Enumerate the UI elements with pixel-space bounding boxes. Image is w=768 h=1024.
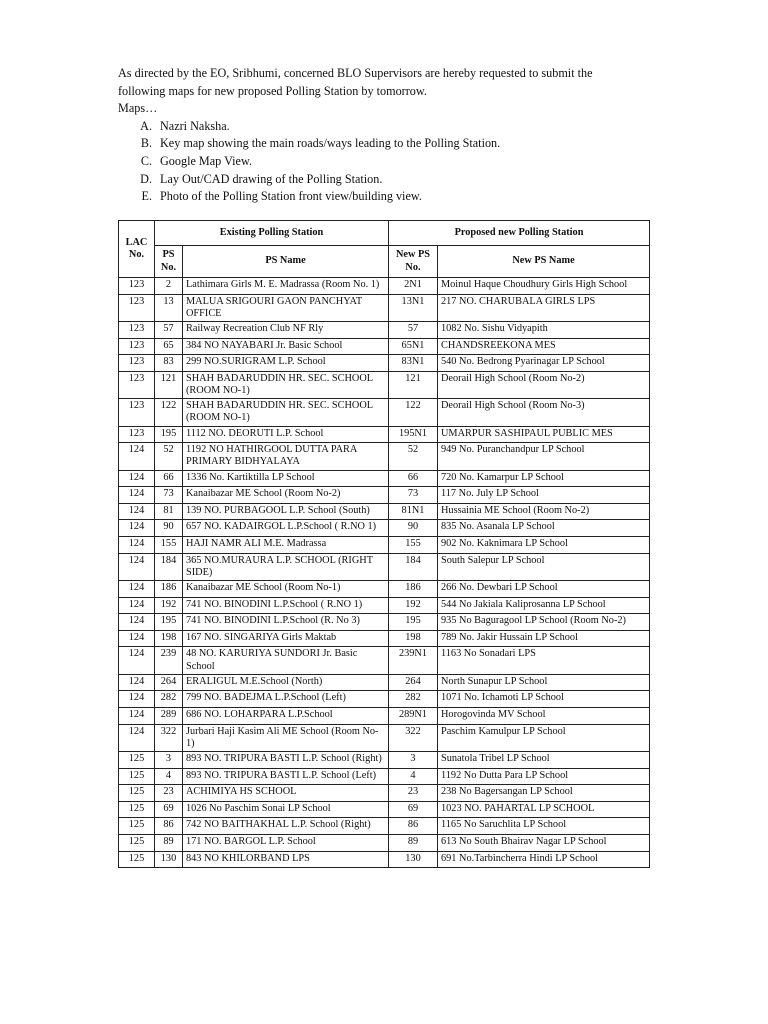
ps-name-cell: 686 NO. LOHARPARA L.P.School <box>183 707 389 724</box>
header-lac-no: LAC No. <box>119 221 155 278</box>
table-row <box>119 536 650 553</box>
lac-no-cell: 124 <box>119 597 155 614</box>
table-row <box>119 751 650 768</box>
list-marker: B. <box>140 136 152 151</box>
ps-name-cell: 741 NO. BINODINI L.P.School (R. No 3) <box>183 614 389 631</box>
lac-no-cell: 123 <box>119 294 155 321</box>
new-ps-name-cell: 1163 No Sonadari LPS <box>438 647 650 674</box>
ps-no-cell: 66 <box>155 470 183 487</box>
new-ps-no-cell: 3 <box>389 751 438 768</box>
lac-no-cell: 125 <box>119 768 155 785</box>
ps-no-cell: 73 <box>155 487 183 504</box>
ps-no-cell: 3 <box>155 751 183 768</box>
lac-no-cell: 124 <box>119 674 155 691</box>
table-row <box>119 443 650 470</box>
header-proposed-polling-station: Proposed new Polling Station <box>389 221 650 246</box>
list-item <box>118 153 638 171</box>
ps-no-cell: 195 <box>155 426 183 443</box>
header-new-ps-no: New PS No. <box>389 246 438 278</box>
lac-no-cell: 124 <box>119 691 155 708</box>
ps-name-cell: SHAH BADARUDDIN HR. SEC. SCHOOL (ROOM NO-1) <box>183 399 389 426</box>
new-ps-name-cell: 902 No. Kaknimara LP School <box>438 536 650 553</box>
table-row <box>119 520 650 537</box>
ps-no-cell: 130 <box>155 851 183 868</box>
new-ps-name-cell: 789 No. Jakir Hussain LP School <box>438 630 650 647</box>
ps-name-cell: 1192 NO HATHIRGOOL DUTTA PARA PRIMARY BIDHYALAYA <box>183 443 389 470</box>
polling-station-table <box>118 220 650 868</box>
ps-no-cell: 2 <box>155 278 183 295</box>
ps-no-cell: 89 <box>155 834 183 851</box>
table-row <box>119 580 650 597</box>
table-row <box>119 818 650 835</box>
ps-no-cell: 57 <box>155 322 183 339</box>
lac-no-cell: 124 <box>119 536 155 553</box>
table-row <box>119 707 650 724</box>
lac-no-cell: 123 <box>119 355 155 372</box>
lac-no-cell: 123 <box>119 426 155 443</box>
lac-no-cell: 125 <box>119 851 155 868</box>
lac-no-cell: 124 <box>119 647 155 674</box>
new-ps-name-cell: 949 No. Puranchandpur LP School <box>438 443 650 470</box>
ps-no-cell: 282 <box>155 691 183 708</box>
ps-name-cell: MALUA SRIGOURI GAON PANCHYAT OFFICE <box>183 294 389 321</box>
new-ps-no-cell: 130 <box>389 851 438 868</box>
header-row <box>119 221 650 246</box>
maps-heading: Maps… <box>118 101 158 116</box>
lac-no-cell: 123 <box>119 278 155 295</box>
ps-no-cell: 13 <box>155 294 183 321</box>
table-row <box>119 768 650 785</box>
ps-name-cell: 299 NO.SURIGRAM L.P. School <box>183 355 389 372</box>
new-ps-name-cell: Hussainia ME School (Room No-2) <box>438 503 650 520</box>
ps-name-cell: 657 NO. KADAIRGOL L.P.School ( R.NO 1) <box>183 520 389 537</box>
new-ps-no-cell: 155 <box>389 536 438 553</box>
new-ps-name-cell: Horogovinda MV School <box>438 707 650 724</box>
ps-no-cell: 289 <box>155 707 183 724</box>
new-ps-no-cell: 186 <box>389 580 438 597</box>
ps-name-cell: HAJI NAMR ALI M.E. Madrassa <box>183 536 389 553</box>
ps-name-cell: 741 NO. BINODINI L.P.School ( R.NO 1) <box>183 597 389 614</box>
table-row <box>119 691 650 708</box>
table-row <box>119 674 650 691</box>
new-ps-name-cell: South Salepur LP School <box>438 553 650 580</box>
table-row <box>119 597 650 614</box>
table-row <box>119 553 650 580</box>
list-marker: E. <box>141 189 152 204</box>
header-row <box>119 246 650 278</box>
new-ps-name-cell: 1192 No Dutta Para LP School <box>438 768 650 785</box>
new-ps-no-cell: 198 <box>389 630 438 647</box>
ps-name-cell: 742 NO BAITHAKHAL L.P. School (Right) <box>183 818 389 835</box>
table-row <box>119 801 650 818</box>
new-ps-no-cell: 322 <box>389 724 438 751</box>
new-ps-name-cell: 935 No Baguragool LP School (Room No-2) <box>438 614 650 631</box>
new-ps-name-cell: 720 No. Kamarpur LP School <box>438 470 650 487</box>
table-row <box>119 355 650 372</box>
new-ps-no-cell: 13N1 <box>389 294 438 321</box>
new-ps-no-cell: 282 <box>389 691 438 708</box>
table-row <box>119 834 650 851</box>
new-ps-no-cell: 65N1 <box>389 338 438 355</box>
ps-name-cell: Jurbari Haji Kasim Ali ME School (Room No-1) <box>183 724 389 751</box>
ps-no-cell: 155 <box>155 536 183 553</box>
lac-no-cell: 124 <box>119 630 155 647</box>
ps-name-cell: 1112 NO. DEORUTI L.P. School <box>183 426 389 443</box>
new-ps-no-cell: 264 <box>389 674 438 691</box>
header-ps-name: PS Name <box>183 246 389 278</box>
lac-no-cell: 124 <box>119 553 155 580</box>
table-row <box>119 724 650 751</box>
new-ps-no-cell: 83N1 <box>389 355 438 372</box>
list-item <box>118 171 638 189</box>
header-new-ps-name: New PS Name <box>438 246 650 278</box>
new-ps-no-cell: 89 <box>389 834 438 851</box>
new-ps-no-cell: 121 <box>389 371 438 398</box>
lac-no-cell: 125 <box>119 801 155 818</box>
new-ps-no-cell: 90 <box>389 520 438 537</box>
new-ps-name-cell: 1071 No. Ichamoti LP School <box>438 691 650 708</box>
new-ps-no-cell: 23 <box>389 785 438 802</box>
table-header <box>119 221 650 278</box>
new-ps-no-cell: 86 <box>389 818 438 835</box>
new-ps-name-cell: 217 NO. CHARUBALA GIRLS LPS <box>438 294 650 321</box>
ps-no-cell: 264 <box>155 674 183 691</box>
ps-name-cell: Kanaibazar ME School (Room No-1) <box>183 580 389 597</box>
ps-no-cell: 90 <box>155 520 183 537</box>
list-marker: C. <box>140 153 152 168</box>
table-row <box>119 426 650 443</box>
new-ps-no-cell: 57 <box>389 322 438 339</box>
table-row <box>119 487 650 504</box>
new-ps-no-cell: 195 <box>389 614 438 631</box>
new-ps-name-cell: 691 No.Tarbincherra Hindi LP School <box>438 851 650 868</box>
new-ps-no-cell: 81N1 <box>389 503 438 520</box>
ps-no-cell: 23 <box>155 785 183 802</box>
lac-no-cell: 124 <box>119 614 155 631</box>
new-ps-name-cell: CHANDSREEKONA MES <box>438 338 650 355</box>
ps-no-cell: 198 <box>155 630 183 647</box>
new-ps-name-cell: 117 No. July LP School <box>438 487 650 504</box>
new-ps-no-cell: 69 <box>389 801 438 818</box>
list-item-text: Key map showing the main roads/ways leading to the Polling Station. <box>160 136 501 151</box>
list-item-text: Photo of the Polling Station front view/building view. <box>160 189 422 204</box>
ps-name-cell: 1336 No. Kartiktilla LP School <box>183 470 389 487</box>
ps-name-cell: 167 NO. SINGARIYA Girls Maktab <box>183 630 389 647</box>
ps-no-cell: 239 <box>155 647 183 674</box>
table-row <box>119 614 650 631</box>
lac-no-cell: 124 <box>119 580 155 597</box>
table-row <box>119 851 650 868</box>
new-ps-name-cell: UMARPUR SASHIPAUL PUBLIC MES <box>438 426 650 443</box>
ps-no-cell: 184 <box>155 553 183 580</box>
ps-no-cell: 65 <box>155 338 183 355</box>
lac-no-cell: 124 <box>119 707 155 724</box>
table-row <box>119 338 650 355</box>
ps-name-cell: 893 NO. TRIPURA BASTI L.P. School (Right) <box>183 751 389 768</box>
ps-name-cell: 171 NO. BARGOL L.P. School <box>183 834 389 851</box>
ps-no-cell: 195 <box>155 614 183 631</box>
new-ps-no-cell: 239N1 <box>389 647 438 674</box>
table-row <box>119 785 650 802</box>
new-ps-name-cell: North Sunapur LP School <box>438 674 650 691</box>
new-ps-no-cell: 289N1 <box>389 707 438 724</box>
new-ps-name-cell: 266 No. Dewbari LP School <box>438 580 650 597</box>
ps-name-cell: Railway Recreation Club NF Rly <box>183 322 389 339</box>
ps-no-cell: 322 <box>155 724 183 751</box>
lac-no-cell: 125 <box>119 834 155 851</box>
new-ps-name-cell: 835 No. Asanala LP School <box>438 520 650 537</box>
table-row <box>119 470 650 487</box>
new-ps-name-cell: 238 No Bagersangan LP School <box>438 785 650 802</box>
ps-name-cell: 365 NO.MURAURA L.P. SCHOOL (RIGHT SIDE) <box>183 553 389 580</box>
new-ps-name-cell: Paschim Kamulpur LP School <box>438 724 650 751</box>
table-row <box>119 294 650 321</box>
ps-name-cell: Kanaibazar ME School (Room No-2) <box>183 487 389 504</box>
ps-no-cell: 69 <box>155 801 183 818</box>
table-row <box>119 647 650 674</box>
ps-no-cell: 52 <box>155 443 183 470</box>
ps-name-cell: 384 NO NAYABARI Jr. Basic School <box>183 338 389 355</box>
new-ps-no-cell: 52 <box>389 443 438 470</box>
new-ps-name-cell: Deorail High School (Room No-3) <box>438 399 650 426</box>
ps-name-cell: SHAH BADARUDDIN HR. SEC. SCHOOL (ROOM NO-1) <box>183 371 389 398</box>
lac-no-cell: 123 <box>119 338 155 355</box>
list-marker: A. <box>140 118 152 133</box>
ps-name-cell: 843 NO KHILORBAND LPS <box>183 851 389 868</box>
ps-no-cell: 121 <box>155 371 183 398</box>
maps-list <box>118 118 638 206</box>
new-ps-no-cell: 2N1 <box>389 278 438 295</box>
lac-no-cell: 124 <box>119 487 155 504</box>
header-ps-no: PS No. <box>155 246 183 278</box>
list-item-text: Google Map View. <box>160 153 253 168</box>
table-row <box>119 322 650 339</box>
lac-no-cell: 125 <box>119 751 155 768</box>
ps-no-cell: 81 <box>155 503 183 520</box>
lac-no-cell: 123 <box>119 371 155 398</box>
list-item-text: Lay Out/CAD drawing of the Polling Station. <box>160 171 383 186</box>
new-ps-name-cell: Deorail High School (Room No-2) <box>438 371 650 398</box>
ps-name-cell: 893 NO. TRIPURA BASTI L.P. School (Left) <box>183 768 389 785</box>
ps-no-cell: 83 <box>155 355 183 372</box>
list-item-text: Nazri Naksha. <box>160 118 230 133</box>
new-ps-name-cell: 544 No Jakiala Kaliprosanna LP School <box>438 597 650 614</box>
lac-no-cell: 124 <box>119 503 155 520</box>
instruction-block <box>118 65 638 206</box>
new-ps-no-cell: 122 <box>389 399 438 426</box>
lac-no-cell: 124 <box>119 520 155 537</box>
ps-name-cell: 48 NO. KARURIYA SUNDORI Jr. Basic School <box>183 647 389 674</box>
table-row <box>119 630 650 647</box>
table-row <box>119 503 650 520</box>
lac-no-cell: 124 <box>119 443 155 470</box>
ps-name-cell: 139 NO. PURBAGOOL L.P. School (South) <box>183 503 389 520</box>
new-ps-name-cell: 1082 No. Sishu Vidyapith <box>438 322 650 339</box>
new-ps-no-cell: 195N1 <box>389 426 438 443</box>
new-ps-no-cell: 66 <box>389 470 438 487</box>
new-ps-no-cell: 192 <box>389 597 438 614</box>
list-item <box>118 188 638 206</box>
lac-no-cell: 123 <box>119 399 155 426</box>
table-body <box>119 278 650 868</box>
ps-name-cell: Lathimara Girls M. E. Madrassa (Room No. 1) <box>183 278 389 295</box>
lac-no-cell: 125 <box>119 785 155 802</box>
ps-name-cell: 799 NO. BADEJMA L.P.School (Left) <box>183 691 389 708</box>
list-item <box>118 135 638 153</box>
ps-no-cell: 192 <box>155 597 183 614</box>
lac-no-cell: 123 <box>119 322 155 339</box>
ps-no-cell: 122 <box>155 399 183 426</box>
header-existing-polling-station: Existing Polling Station <box>155 221 389 246</box>
lac-no-cell: 125 <box>119 818 155 835</box>
new-ps-no-cell: 184 <box>389 553 438 580</box>
instruction-paragraph: As directed by the EO, Sribhumi, concerned BLO Supervisors are hereby requested to submit the following maps for new proposed Polling Station by tomorrow. <box>118 66 593 98</box>
new-ps-name-cell: Moinul Haque Choudhury Girls High School <box>438 278 650 295</box>
new-ps-no-cell: 73 <box>389 487 438 504</box>
new-ps-name-cell: 1023 NO. PAHARTAL LP SCHOOL <box>438 801 650 818</box>
new-ps-name-cell: Sunatola Tribel LP School <box>438 751 650 768</box>
ps-name-cell: ERALIGUL M.E.School (North) <box>183 674 389 691</box>
ps-no-cell: 186 <box>155 580 183 597</box>
table-row <box>119 371 650 398</box>
new-ps-name-cell: 1165 No Saruchlita LP School <box>438 818 650 835</box>
new-ps-name-cell: 613 No South Bhairav Nagar LP School <box>438 834 650 851</box>
table-row <box>119 399 650 426</box>
table-row <box>119 278 650 295</box>
new-ps-name-cell: 540 No. Bedrong Pyarinagar LP School <box>438 355 650 372</box>
new-ps-no-cell: 4 <box>389 768 438 785</box>
ps-name-cell: 1026 No Paschim Sonai LP School <box>183 801 389 818</box>
ps-no-cell: 4 <box>155 768 183 785</box>
lac-no-cell: 124 <box>119 724 155 751</box>
ps-name-cell: ACHIMIYA HS SCHOOL <box>183 785 389 802</box>
list-marker: D. <box>140 171 152 186</box>
ps-no-cell: 86 <box>155 818 183 835</box>
lac-no-cell: 124 <box>119 470 155 487</box>
list-item <box>118 118 638 136</box>
